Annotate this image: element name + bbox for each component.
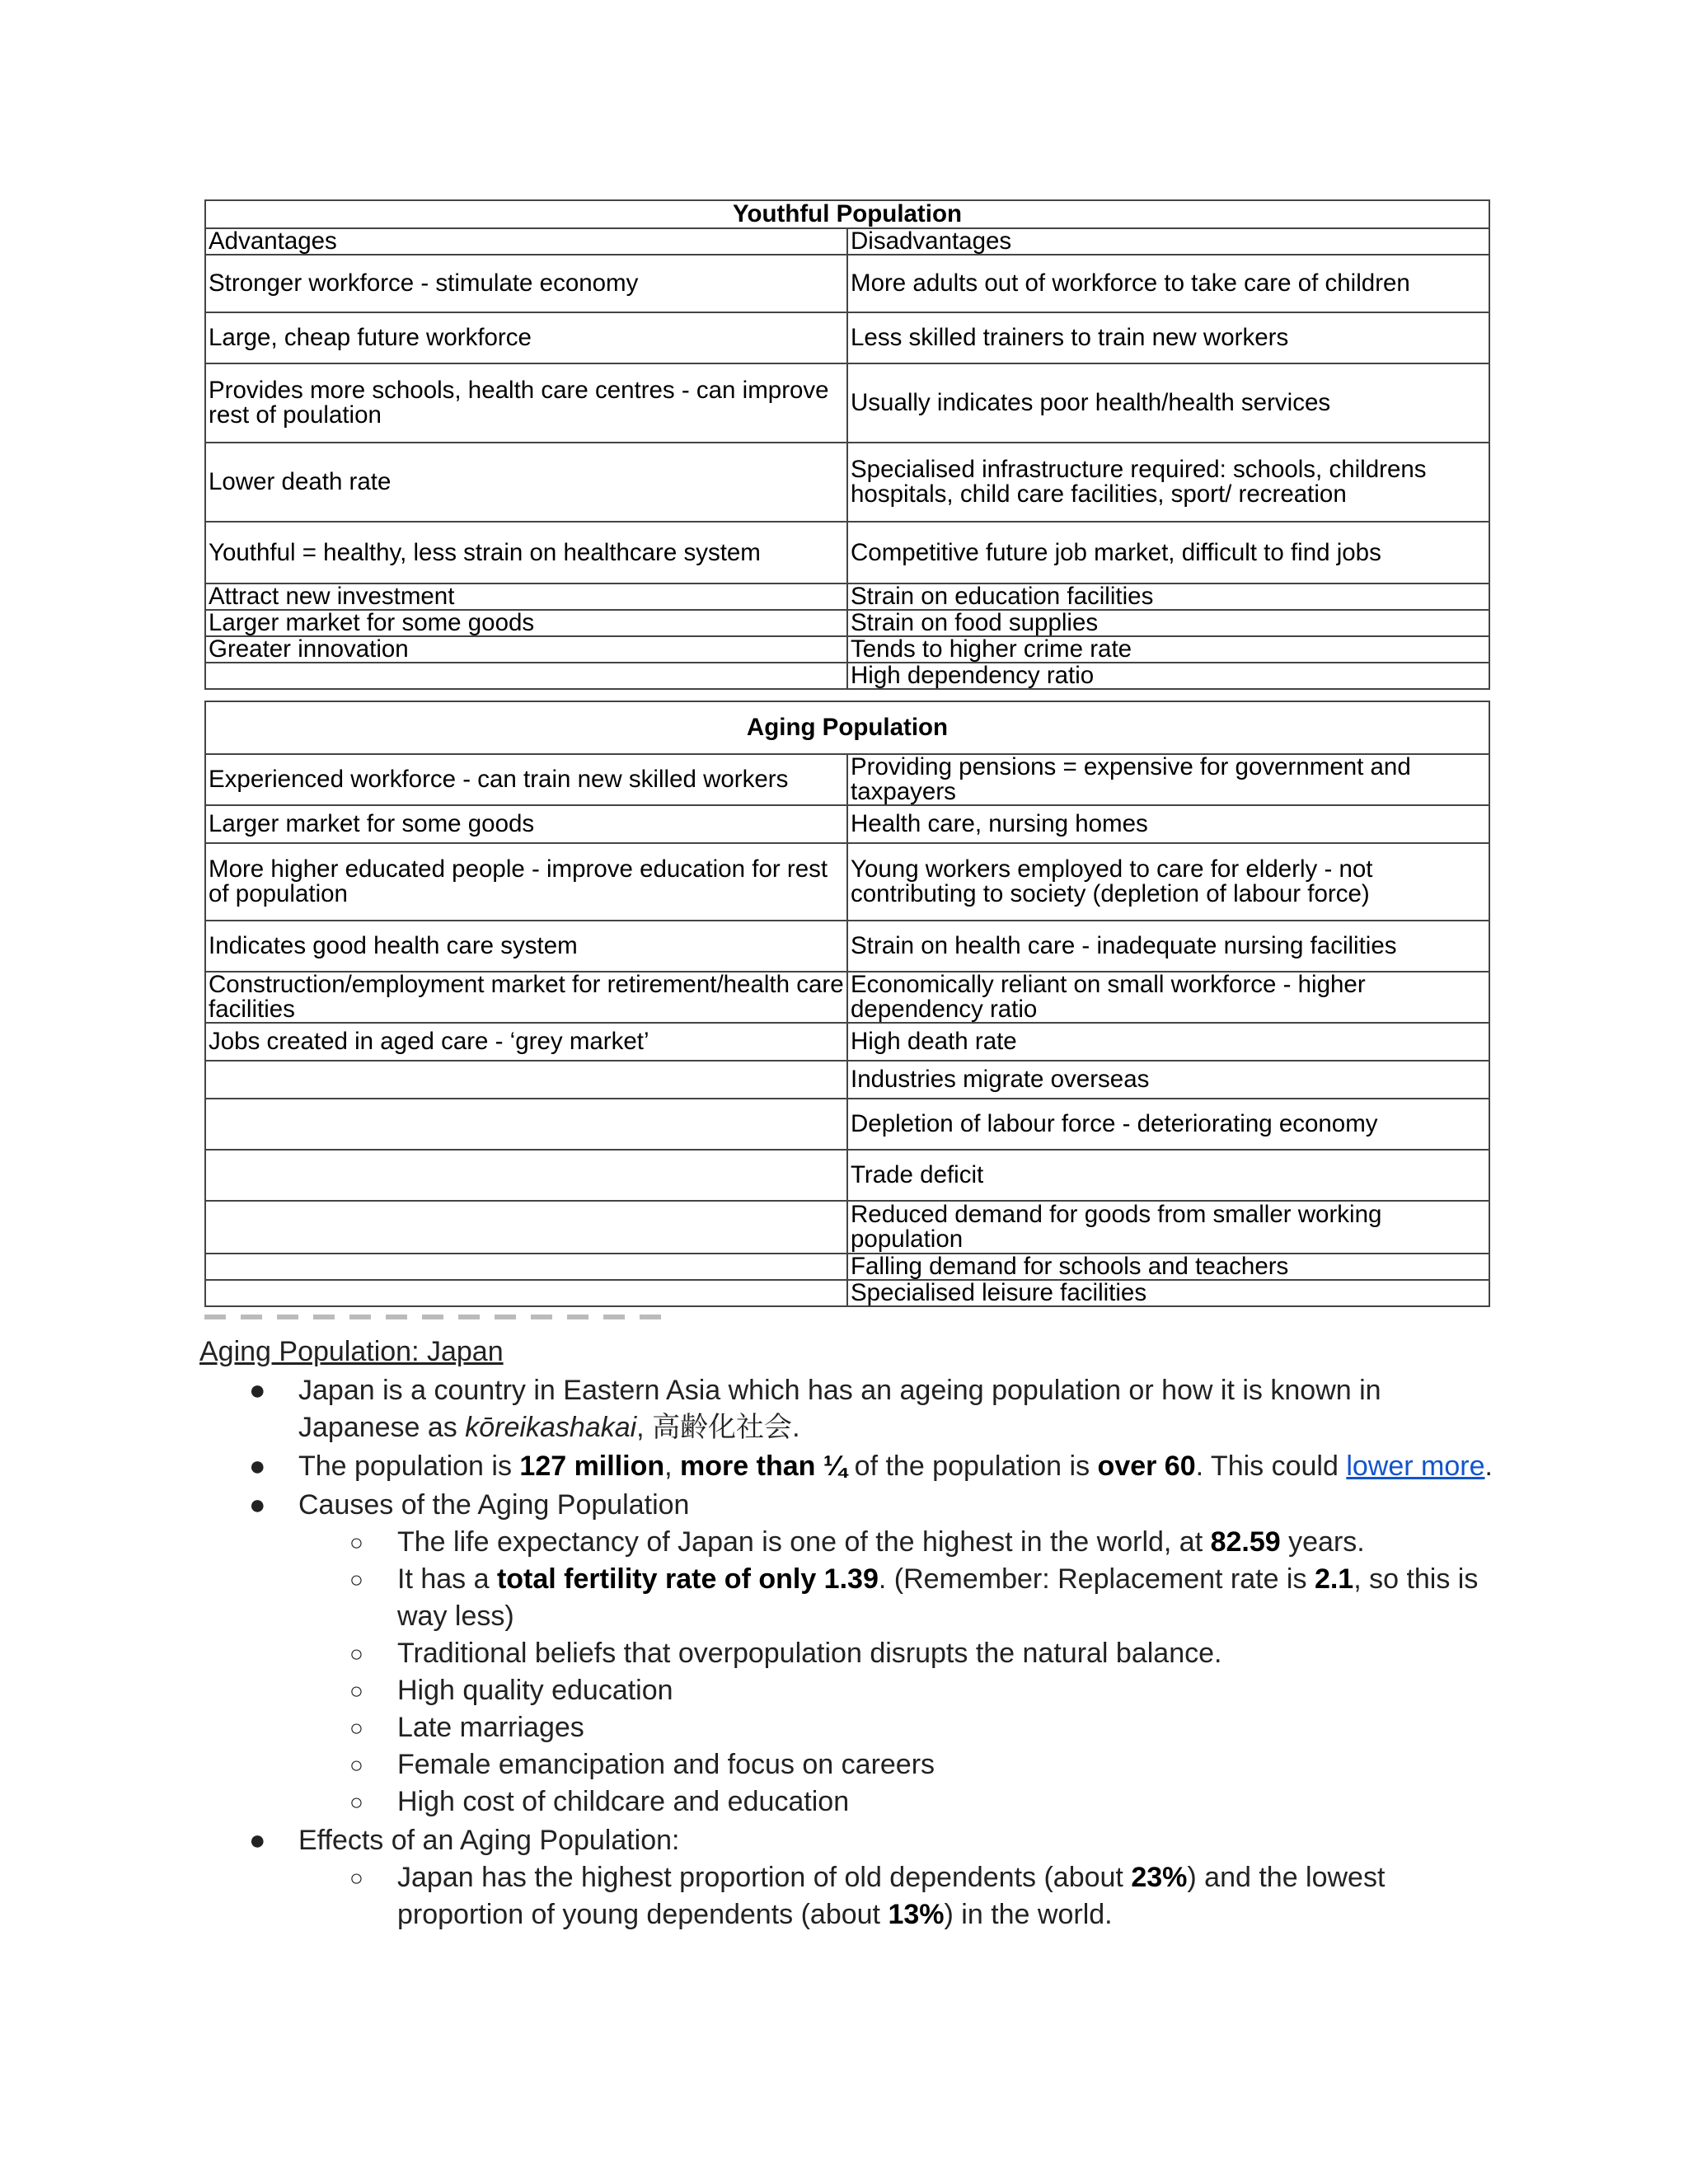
disadvantage-cell: Depletion of labour force - deteriorating economy <box>847 1099 1489 1150</box>
advantage-cell: Construction/employment market for retirement/health care facilities <box>205 972 847 1023</box>
advantage-cell: Greater innovation <box>205 636 847 663</box>
advantage-cell: Large, cheap future workforce <box>205 312 847 363</box>
disadvantage-cell: Specialised infrastructure required: schools, childrens hospitals, child care facilities, sport/ recreation <box>847 443 1489 522</box>
bullet-icon: ● <box>249 1375 266 1406</box>
list-item: ● Effects of an Aging Population: <box>199 1822 1502 1859</box>
disadvantage-cell: Young workers employed to care for elderly - not contributing to society (depletion of labour force) <box>847 843 1489 921</box>
list-item: ○ Traditional beliefs that overpopulation disrupts the natural balance. <box>199 1635 1502 1672</box>
disadvantage-cell: Specialised leisure facilities <box>847 1280 1489 1306</box>
advantage-cell: Attract new investment <box>205 583 847 610</box>
cropped-text-remnant <box>204 1315 666 1319</box>
disadvantage-cell: Economically reliant on small workforce - higher dependency ratio <box>847 972 1489 1023</box>
table-row <box>205 1254 1489 1280</box>
sub-bullet-icon: ○ <box>349 1752 363 1778</box>
aging-population-table <box>204 701 1490 1307</box>
disadvantage-cell: Tends to higher crime rate <box>847 636 1489 663</box>
table-row <box>205 921 1489 972</box>
japanese-kanji: 高齢化社会 <box>652 1411 793 1444</box>
sub-bullet-icon: ○ <box>349 1530 363 1555</box>
list-item: ○ High quality education <box>199 1672 1502 1709</box>
table-row <box>205 1280 1489 1306</box>
list-item: ● Japan is a country in Eastern Asia which has an ageing population or how it is known in Japanese as kōreikashakai, 高齢化社会. <box>199 1372 1502 1446</box>
disadvantage-cell: Providing pensions = expensive for government and taxpayers <box>847 754 1489 805</box>
table-row <box>205 312 1489 363</box>
table-row <box>205 663 1489 689</box>
disadvantage-cell: More adults out of workforce to take care of children <box>847 255 1489 312</box>
disadvantage-cell: Strain on food supplies <box>847 610 1489 636</box>
disadvantage-cell: Usually indicates poor health/health services <box>847 363 1489 443</box>
table-row <box>205 972 1489 1023</box>
table-row <box>205 1150 1489 1201</box>
disadvantage-cell: Competitive future job market, difficult to find jobs <box>847 522 1489 583</box>
advantage-cell: Experienced workforce - can train new skilled workers <box>205 754 847 805</box>
list-item: ○ It has a total fertility rate of only 1.39. (Remember: Replacement rate is 2.1, so this is way less) <box>199 1561 1502 1635</box>
list-item: ○ High cost of childcare and education <box>199 1783 1502 1821</box>
advantage-cell <box>205 1254 847 1280</box>
table-row <box>205 1023 1489 1061</box>
advantage-cell: Youthful = healthy, less strain on healthcare system <box>205 522 847 583</box>
advantage-cell: More higher educated people - improve education for rest of population <box>205 843 847 921</box>
sub-bullet-icon: ○ <box>349 1865 363 1891</box>
advantage-cell: Larger market for some goods <box>205 610 847 636</box>
disadvantage-cell: Industries migrate overseas <box>847 1061 1489 1099</box>
table-row <box>205 1099 1489 1150</box>
japan-notes <box>199 1333 1502 1933</box>
advantage-cell <box>205 663 847 689</box>
table-row <box>205 522 1489 583</box>
sub-bullet-icon: ○ <box>349 1641 363 1666</box>
table-row <box>205 255 1489 312</box>
table-row <box>205 843 1489 921</box>
bullet-icon: ● <box>249 1825 266 1856</box>
advantage-cell: Larger market for some goods <box>205 805 847 843</box>
disadvantage-cell: Reduced demand for goods from smaller working population <box>847 1201 1489 1254</box>
table-row <box>205 363 1489 443</box>
list-item: ○ The life expectancy of Japan is one of the highest in the world, at 82.59 years. <box>199 1524 1502 1561</box>
table-row <box>205 805 1489 843</box>
disadvantage-cell: High death rate <box>847 1023 1489 1061</box>
advantage-cell <box>205 1061 847 1099</box>
disadvantage-cell: Strain on education facilities <box>847 583 1489 610</box>
list-item: ○ Late marriages <box>199 1709 1502 1746</box>
japanese-term: kōreikashakai <box>465 1412 637 1443</box>
disadvantage-cell: High dependency ratio <box>847 663 1489 689</box>
advantage-cell <box>205 1150 847 1201</box>
advantage-cell <box>205 1280 847 1306</box>
disadvantage-cell: Less skilled trainers to train new workers <box>847 312 1489 363</box>
table-row <box>205 1201 1489 1254</box>
advantage-cell: Jobs created in aged care - ‘grey market’ <box>205 1023 847 1061</box>
list-item: ● Causes of the Aging Population <box>199 1487 1502 1524</box>
sub-bullet-icon: ○ <box>349 1678 363 1704</box>
bullet-icon: ● <box>249 1489 266 1521</box>
advantage-cell <box>205 1099 847 1150</box>
table-row <box>205 583 1489 610</box>
sub-bullet-icon: ○ <box>349 1567 363 1592</box>
list-item: ○ Japan has the highest proportion of old dependents (about 23%) and the lowest proportion of young dependents (about 13%) in the world. <box>199 1859 1502 1933</box>
table-row <box>205 754 1489 805</box>
sub-bullet-icon: ○ <box>349 1715 363 1741</box>
youthful-population-table <box>204 199 1490 690</box>
advantage-cell: Stronger workforce - stimulate economy <box>205 255 847 312</box>
advantage-cell: Provides more schools, health care centres - can improve rest of poulation <box>205 363 847 443</box>
aging-table-title: Aging Population <box>205 701 1489 754</box>
disadvantage-cell: Strain on health care - inadequate nursing facilities <box>847 921 1489 972</box>
advantage-cell: Lower death rate <box>205 443 847 522</box>
list-item: ○ Female emancipation and focus on careers <box>199 1746 1502 1783</box>
disadvantage-cell: Health care, nursing homes <box>847 805 1489 843</box>
sub-bullet-icon: ○ <box>349 1789 363 1815</box>
bullet-icon: ● <box>249 1451 266 1482</box>
disadvantages-header: Disadvantages <box>847 228 1489 255</box>
advantage-cell: Indicates good health care system <box>205 921 847 972</box>
table-row <box>205 443 1489 522</box>
table-row <box>205 610 1489 636</box>
lower-more-link[interactable]: lower more <box>1346 1451 1485 1482</box>
disadvantage-cell: Trade deficit <box>847 1150 1489 1201</box>
advantage-cell <box>205 1201 847 1254</box>
youthful-table-title: Youthful Population <box>205 200 1489 228</box>
advantages-header: Advantages <box>205 228 847 255</box>
disadvantage-cell: Falling demand for schools and teachers <box>847 1254 1489 1280</box>
section-heading: Aging Population: Japan <box>199 1336 504 1367</box>
table-row <box>205 636 1489 663</box>
bullet-list <box>199 1372 1502 1933</box>
table-row <box>205 1061 1489 1099</box>
list-item: ● The population is 127 million, more than ¼ of the population is over 60. This could lower more. <box>199 1448 1502 1485</box>
